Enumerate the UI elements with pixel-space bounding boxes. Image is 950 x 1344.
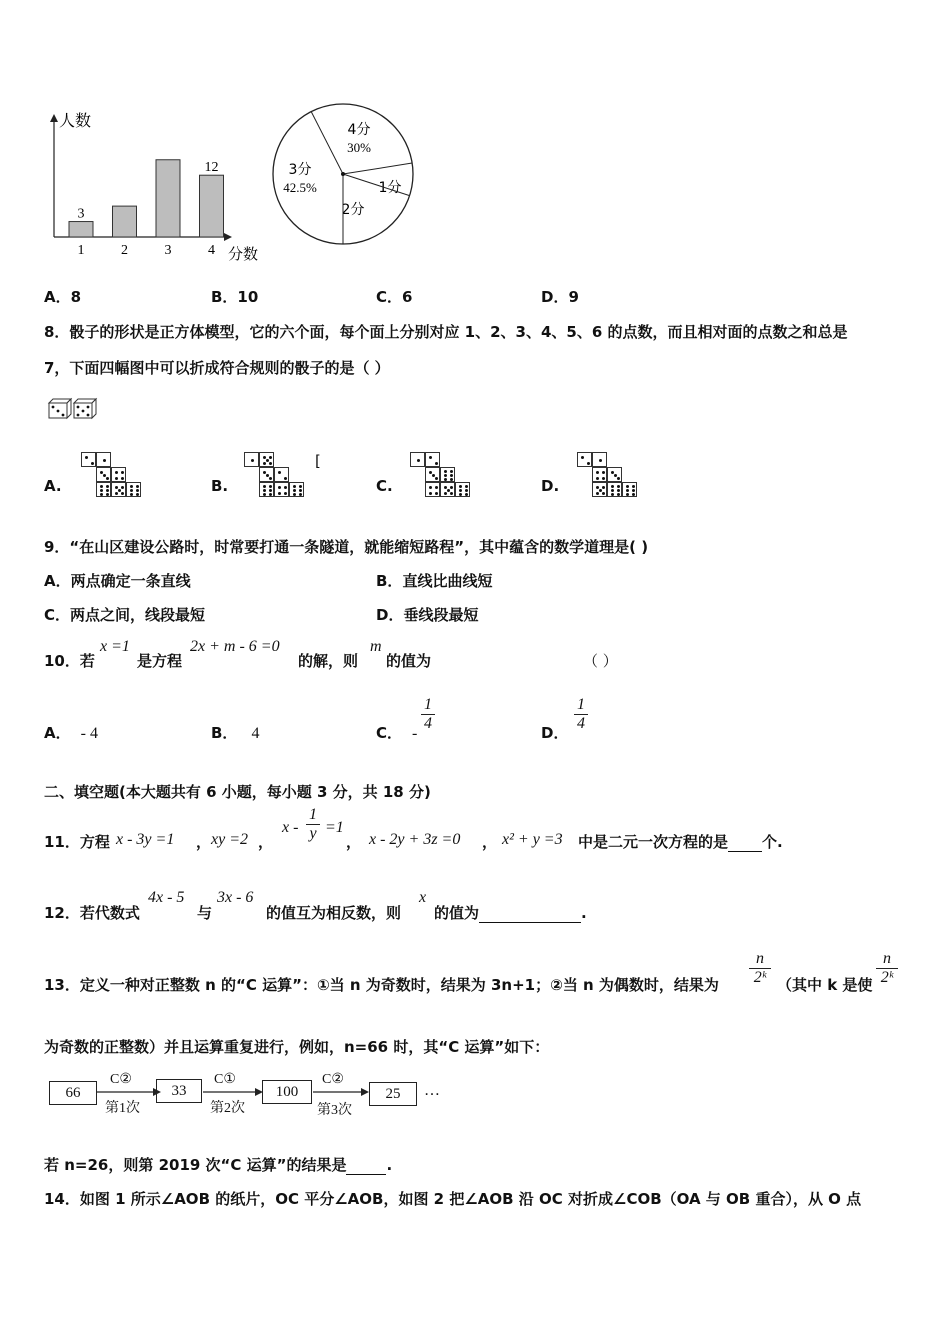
q12-mid: 与 bbox=[197, 904, 213, 922]
pip bbox=[632, 489, 635, 492]
pip bbox=[450, 470, 453, 473]
dice-face bbox=[455, 482, 470, 497]
pip bbox=[435, 462, 438, 465]
q10-eq1: x =1 bbox=[100, 638, 130, 655]
flow-op-2: C① bbox=[214, 1072, 236, 1087]
q11-eq3-fraction: $\frac{1}{y}$ bbox=[306, 806, 320, 843]
pie-center bbox=[341, 172, 345, 176]
pip bbox=[444, 492, 447, 495]
pip bbox=[269, 477, 272, 480]
pip bbox=[602, 492, 605, 495]
pip bbox=[130, 489, 133, 492]
q10-var: m bbox=[370, 638, 382, 655]
pip bbox=[429, 486, 432, 489]
q11-prefix: 11．方程 bbox=[44, 833, 110, 851]
pip bbox=[130, 493, 133, 496]
q13-fraction-2: $\frac{n}{\text{2ᵏ}}$ bbox=[876, 950, 898, 987]
dice-face bbox=[622, 482, 637, 497]
bar-data-label: 3 bbox=[77, 206, 85, 222]
q11-comma3: ， bbox=[346, 833, 362, 851]
pip bbox=[115, 492, 118, 495]
dice-face bbox=[607, 482, 622, 497]
dice-face bbox=[259, 482, 274, 497]
pip bbox=[602, 471, 605, 474]
x-tick-label: 2 bbox=[121, 243, 128, 258]
q11-eq5: x² + y =3 bbox=[502, 831, 563, 848]
dice-face bbox=[111, 467, 126, 482]
pip bbox=[617, 489, 620, 492]
pip bbox=[130, 485, 133, 488]
pip bbox=[106, 485, 109, 488]
dice-face bbox=[592, 482, 607, 497]
q10-option-c[interactable]: C． - bbox=[376, 724, 418, 742]
pip bbox=[435, 492, 438, 495]
q12-expr2: 3x - 6 bbox=[217, 889, 254, 906]
q8-option-c[interactable]: C. bbox=[376, 477, 393, 495]
bar-chart bbox=[40, 104, 270, 266]
q13-fraction-1: $\frac{n}{\text{2ᵏ}}$ bbox=[749, 950, 771, 987]
section2-title: 二、填空题(本大题共有 6 小题，每小题 3 分，共 18 分) bbox=[44, 783, 431, 801]
dice-face bbox=[592, 452, 607, 467]
q11-eq2: xy =2 bbox=[211, 831, 248, 848]
q13-answer-blank[interactable] bbox=[346, 1174, 386, 1175]
q8-option-d[interactable]: D. bbox=[541, 477, 560, 495]
q11-comma4: ， bbox=[482, 833, 498, 851]
pip bbox=[269, 456, 272, 459]
q10-option-b[interactable]: B． 4 bbox=[211, 724, 260, 742]
dice-face bbox=[410, 452, 425, 467]
pip bbox=[136, 493, 139, 496]
pip bbox=[121, 471, 124, 474]
x-tick-label: 3 bbox=[164, 243, 172, 258]
pip bbox=[617, 477, 620, 480]
x-axis-label: 分数 bbox=[228, 245, 259, 263]
q9-option-a[interactable]: A．两点确定一条直线 bbox=[44, 572, 191, 590]
pip bbox=[611, 493, 614, 496]
pip bbox=[450, 474, 453, 477]
pip bbox=[611, 485, 614, 488]
pip bbox=[435, 486, 438, 489]
q9-option-c[interactable]: C．两点之间，线段最短 bbox=[44, 606, 206, 624]
q7-option-c[interactable]: C．6 bbox=[376, 288, 413, 306]
flow-box-3: 100 bbox=[262, 1080, 312, 1104]
q9-stem: 9．“在山区建设公路时，时常要打通一条隧道，就能缩短路程”，其中蕴含的数学道理是( ) bbox=[44, 538, 649, 556]
q10-option-d-fraction: $\frac{1}{4}$ bbox=[574, 696, 588, 733]
flow-step-2: 第2次 bbox=[210, 1101, 245, 1116]
pip bbox=[299, 489, 302, 492]
q12-var: x bbox=[419, 889, 427, 906]
pip bbox=[263, 489, 266, 492]
q8-option-a[interactable]: A. bbox=[44, 477, 62, 495]
q10-option-a[interactable]: A． - 4 bbox=[44, 724, 98, 742]
pip bbox=[599, 459, 602, 462]
q13-line2: 为奇数的正整数）并且运算重复进行，例如，n=66 时，其“C 运算”如下： bbox=[44, 1038, 550, 1056]
pip bbox=[299, 493, 302, 496]
pip bbox=[269, 489, 272, 492]
dice-face bbox=[259, 467, 274, 482]
pip bbox=[617, 485, 620, 488]
pip bbox=[626, 489, 629, 492]
pie-slice-label: 1分 bbox=[378, 180, 402, 196]
pip bbox=[103, 459, 106, 462]
pip bbox=[299, 485, 302, 488]
q9-option-d[interactable]: D．垂线段最短 bbox=[376, 606, 479, 624]
pip bbox=[444, 470, 447, 473]
q12-suffix: 的值为 . bbox=[434, 904, 587, 922]
pip bbox=[269, 493, 272, 496]
q7-option-a[interactable]: A．8 bbox=[44, 288, 82, 306]
q8-option-b[interactable]: B. bbox=[211, 477, 229, 495]
pip bbox=[263, 462, 266, 465]
pip bbox=[626, 485, 629, 488]
dice-face bbox=[111, 482, 126, 497]
q8-stem-line2: 7，下面四幅图中可以折成符合规则的骰子的是（ ） bbox=[44, 359, 390, 377]
pie-slice-label: 4分 bbox=[347, 122, 371, 138]
pip bbox=[617, 493, 620, 496]
pip bbox=[465, 485, 468, 488]
pip bbox=[284, 477, 287, 480]
q11-eq3a: x - bbox=[282, 819, 299, 836]
pip bbox=[278, 471, 281, 474]
q11-comma1: ， bbox=[196, 833, 212, 851]
q13-line1b: （其中 k 是使 bbox=[777, 976, 873, 994]
pip bbox=[121, 486, 124, 489]
flow-step-3: 第3次 bbox=[317, 1103, 352, 1118]
q10-mid2: 的解，则 bbox=[298, 652, 359, 670]
dice-face bbox=[607, 467, 622, 482]
pip bbox=[429, 492, 432, 495]
pip bbox=[465, 493, 468, 496]
pip bbox=[444, 474, 447, 477]
pip bbox=[632, 493, 635, 496]
pip bbox=[581, 456, 584, 459]
pip bbox=[278, 486, 281, 489]
pip bbox=[459, 489, 462, 492]
q11-eq3b: =1 bbox=[325, 819, 344, 836]
pip bbox=[602, 486, 605, 489]
q8-bracket: [ bbox=[315, 452, 321, 470]
q9-option-b[interactable]: B．直线比曲线短 bbox=[376, 572, 493, 590]
pip bbox=[587, 462, 590, 465]
x-tick-label: 1 bbox=[77, 243, 85, 258]
pie-slice-percent: 30% bbox=[347, 140, 371, 155]
bar-data-label: 12 bbox=[204, 160, 219, 176]
pip bbox=[435, 477, 438, 480]
dice-face bbox=[289, 482, 304, 497]
flow-op-3: C② bbox=[322, 1072, 344, 1087]
pip bbox=[121, 477, 124, 480]
bar-1 bbox=[69, 222, 93, 237]
bar-3 bbox=[156, 160, 180, 237]
pip bbox=[106, 489, 109, 492]
dice-face bbox=[425, 482, 440, 497]
pip bbox=[136, 489, 139, 492]
pip bbox=[269, 462, 272, 465]
x-axis-arrow bbox=[224, 233, 232, 241]
dice-face bbox=[577, 452, 592, 467]
pip bbox=[91, 462, 94, 465]
pip bbox=[106, 477, 109, 480]
pip bbox=[450, 492, 453, 495]
pie-slice-label: 3分 bbox=[288, 162, 312, 178]
q12-mid2: 的值互为相反数，则 bbox=[266, 904, 402, 922]
q13-line1: 13．定义一种对正整数 n 的“C 运算”：①当 n 为奇数时，结果为 3n+1；②当 n 为偶数时，结果为 bbox=[44, 976, 719, 994]
pip bbox=[444, 478, 447, 481]
pip bbox=[626, 493, 629, 496]
flow-box-2: 33 bbox=[156, 1079, 202, 1103]
q10-eq2: 2x + m - 6 =0 bbox=[190, 638, 280, 655]
pip bbox=[284, 492, 287, 495]
pip bbox=[136, 485, 139, 488]
pip bbox=[106, 493, 109, 496]
flow-op-1: C② bbox=[110, 1072, 132, 1087]
q11-eq1: x - 3y =1 bbox=[116, 831, 175, 848]
pip bbox=[611, 489, 614, 492]
q12-answer-blank[interactable] bbox=[479, 922, 581, 923]
pie-slice-percent: 42.5% bbox=[283, 180, 317, 195]
pip bbox=[100, 485, 103, 488]
dice-face bbox=[126, 482, 141, 497]
pip bbox=[459, 493, 462, 496]
pip bbox=[450, 486, 453, 489]
q13-line3: 若 n=26，则第 2019 次“C 运算”的结果是 . bbox=[44, 1156, 393, 1174]
dice-face bbox=[96, 467, 111, 482]
y-axis-arrow bbox=[50, 114, 58, 122]
q7-option-b[interactable]: B．10 bbox=[211, 288, 259, 306]
pip bbox=[121, 492, 124, 495]
flow-ellipsis: … bbox=[424, 1082, 440, 1099]
q12-prefix: 12．若代数式 bbox=[44, 904, 140, 922]
pip bbox=[100, 493, 103, 496]
dice-face bbox=[425, 452, 440, 467]
q12-expr1: 4x - 5 bbox=[148, 889, 185, 906]
q10-mid1: 是方程 bbox=[137, 652, 183, 670]
q10-option-d[interactable]: D． bbox=[541, 724, 569, 742]
pip bbox=[459, 485, 462, 488]
pip bbox=[115, 477, 118, 480]
pip bbox=[263, 493, 266, 496]
pip bbox=[85, 456, 88, 459]
x-tick-label: 4 bbox=[208, 243, 215, 258]
dice-face bbox=[96, 452, 111, 467]
q8-stem-line1: 8．骰子的形状是正方体模型，它的六个面，每个面上分别对应 1、2、3、4、5、6 的点数，而且相对面的点数之和总是 bbox=[44, 323, 848, 341]
pip bbox=[100, 489, 103, 492]
pip bbox=[632, 485, 635, 488]
pip bbox=[465, 489, 468, 492]
q11-answer-blank[interactable] bbox=[728, 851, 762, 852]
flow-step-1: 第1次 bbox=[105, 1101, 140, 1116]
dice-face bbox=[274, 467, 289, 482]
dice-face bbox=[440, 482, 455, 497]
dice-face bbox=[259, 452, 274, 467]
flow-box-1: 66 bbox=[49, 1081, 97, 1105]
pip bbox=[293, 489, 296, 492]
q11-eq4: x - 2y + 3z =0 bbox=[369, 831, 461, 848]
pip bbox=[417, 459, 420, 462]
pip bbox=[115, 471, 118, 474]
pie-chart bbox=[268, 100, 422, 254]
bar-4 bbox=[200, 175, 224, 237]
pie-slice-label: 2分 bbox=[341, 202, 365, 218]
dice-face bbox=[96, 482, 111, 497]
dice-face bbox=[592, 467, 607, 482]
q10-prefix: 10．若 bbox=[44, 652, 95, 670]
flow-box-4: 25 bbox=[369, 1082, 417, 1106]
y-axis-label: 人数 bbox=[59, 111, 92, 130]
pip bbox=[293, 493, 296, 496]
pip bbox=[429, 456, 432, 459]
pip bbox=[602, 477, 605, 480]
q10-option-c-fraction: $\frac{1}{4}$ bbox=[421, 696, 435, 733]
pip bbox=[450, 478, 453, 481]
q10-paren: （ ） bbox=[583, 652, 618, 670]
q14-line1: 14．如图 1 所示∠AOB 的纸片，OC 平分∠AOB，如图 2 把∠AOB 沿 OC 对折成∠COB（OA 与 OB 重合），从 O 点 bbox=[44, 1190, 862, 1208]
pip bbox=[263, 485, 266, 488]
q11-suffix: 中是二元一次方程的是 个. bbox=[578, 833, 783, 851]
dice-face bbox=[244, 452, 259, 467]
q7-option-d[interactable]: D．9 bbox=[541, 288, 579, 306]
q11-comma2: ， bbox=[258, 833, 274, 851]
dice-icon bbox=[46, 396, 98, 420]
dice-face bbox=[81, 452, 96, 467]
pip bbox=[284, 486, 287, 489]
dice-face bbox=[425, 467, 440, 482]
bar-2 bbox=[113, 206, 137, 237]
pip bbox=[269, 485, 272, 488]
pip bbox=[251, 459, 254, 462]
pip bbox=[596, 471, 599, 474]
q10-suffix: 的值为 bbox=[386, 652, 432, 670]
pip bbox=[293, 485, 296, 488]
pip bbox=[596, 492, 599, 495]
pip bbox=[278, 492, 281, 495]
dice-face bbox=[440, 467, 455, 482]
dice-face bbox=[274, 482, 289, 497]
pip bbox=[596, 477, 599, 480]
